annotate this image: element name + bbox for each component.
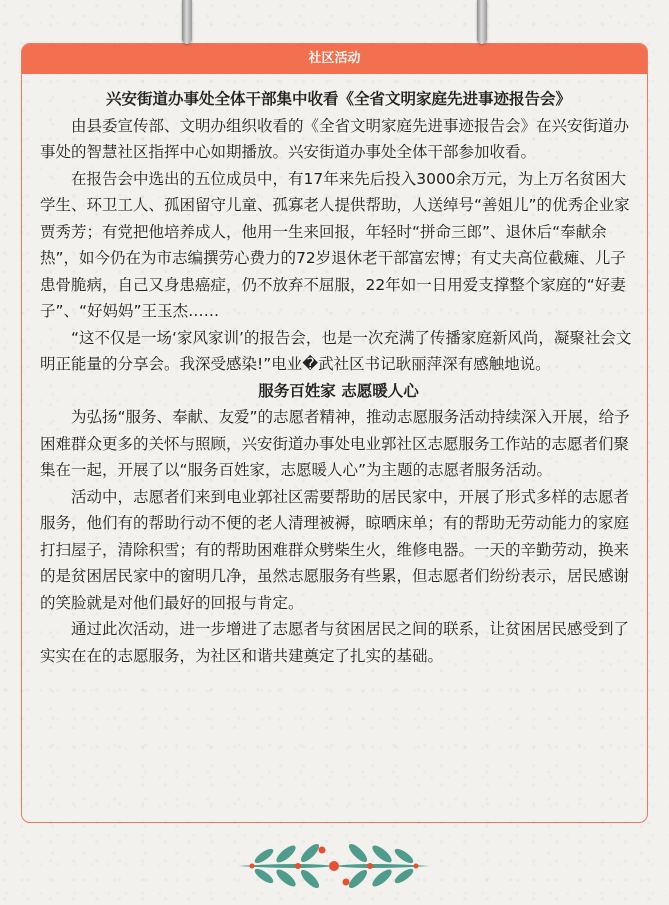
leaf-branch-icon [234, 842, 434, 890]
paragraph: 为弘扬“服务、奉献、友爱”的志愿者精神，推动志愿服务活动持续深入开展，给予困难群众更多的关怀与照顾，兴安街道办事处电业郭社区志愿服务工作站的志愿者们聚集在一起，开展了以“服务百姓家，志愿暖人心”为主题的志愿者服务活动。 [40, 408, 630, 479]
card-header-title: 社区活动 [22, 44, 647, 74]
paragraph: 在报告会中选出的五位成员中，有17年来先后投入3000余万元，为上万名贫困大学生、环卫工人、孤困留守儿童、孤寡老人提供帮助，人送绰号“善姐儿”的优秀企业家贾秀芳；有党把他培养成人，他用一生来回报，年轻时“拼命三郎”、退休后“奉献余热”，如今仍在为市志编撰劳心费力的72岁退休老干部富宏博；有丈夫高位截瘫、儿子患骨脆病，自己又身患癌症，仍不放弃不屈服，22年如一日用爱支撑整个家庭的“好妻子”、“好妈妈”王玉杰…… [40, 169, 630, 320]
section-heading: 兴安街道办事处全体干部集中收看《全省文明家庭先进事迹报告会》 [105, 90, 571, 108]
article-body [22, 74, 647, 669]
binder-pin-left-icon [182, 0, 192, 44]
section-heading: 服务百姓家 志愿暖人心 [258, 381, 419, 400]
article-card [21, 43, 648, 823]
binder-pin-right-icon [477, 0, 487, 44]
paragraph: “这不仅是一场‘家风家训’的报告会，也是一次充满了传播家庭新风尚，凝聚社会文明正能量的分享会。我深受感染!”电业�武社区书记耿丽萍深有感触地说。 [40, 328, 632, 373]
paragraph: 由县委宣传部、文明办组织收看的《全省文明家庭先进事迹报告会》在兴安街道办事处的智慧社区指挥中心如期播放。兴安街道办事处全体干部参加收看。 [40, 116, 630, 161]
paragraph: 通过此次活动，进一步增进了志愿者与贫困居民之间的联系，让贫困居民感受到了实实在在的志愿服务，为社区和谐共建奠定了扎实的基础。 [40, 620, 630, 665]
paragraph: 活动中，志愿者们来到电业郭社区需要帮助的居民家中，开展了形式多样的志愿者服务，他们有的帮助行动不便的老人清理被褥，晾晒床单；有的帮助无劳动能力的家庭打扫屋子，清除积雪；有的帮助困难群众劈柴生火，维修电器。一天的辛勤劳动，换来的是贫困居民家中的窗明几净，虽然志愿服务有些累，但志愿者们纷纷表示，居民感谢的笑脸就是对他们最好的回报与肯定。 [40, 487, 630, 612]
